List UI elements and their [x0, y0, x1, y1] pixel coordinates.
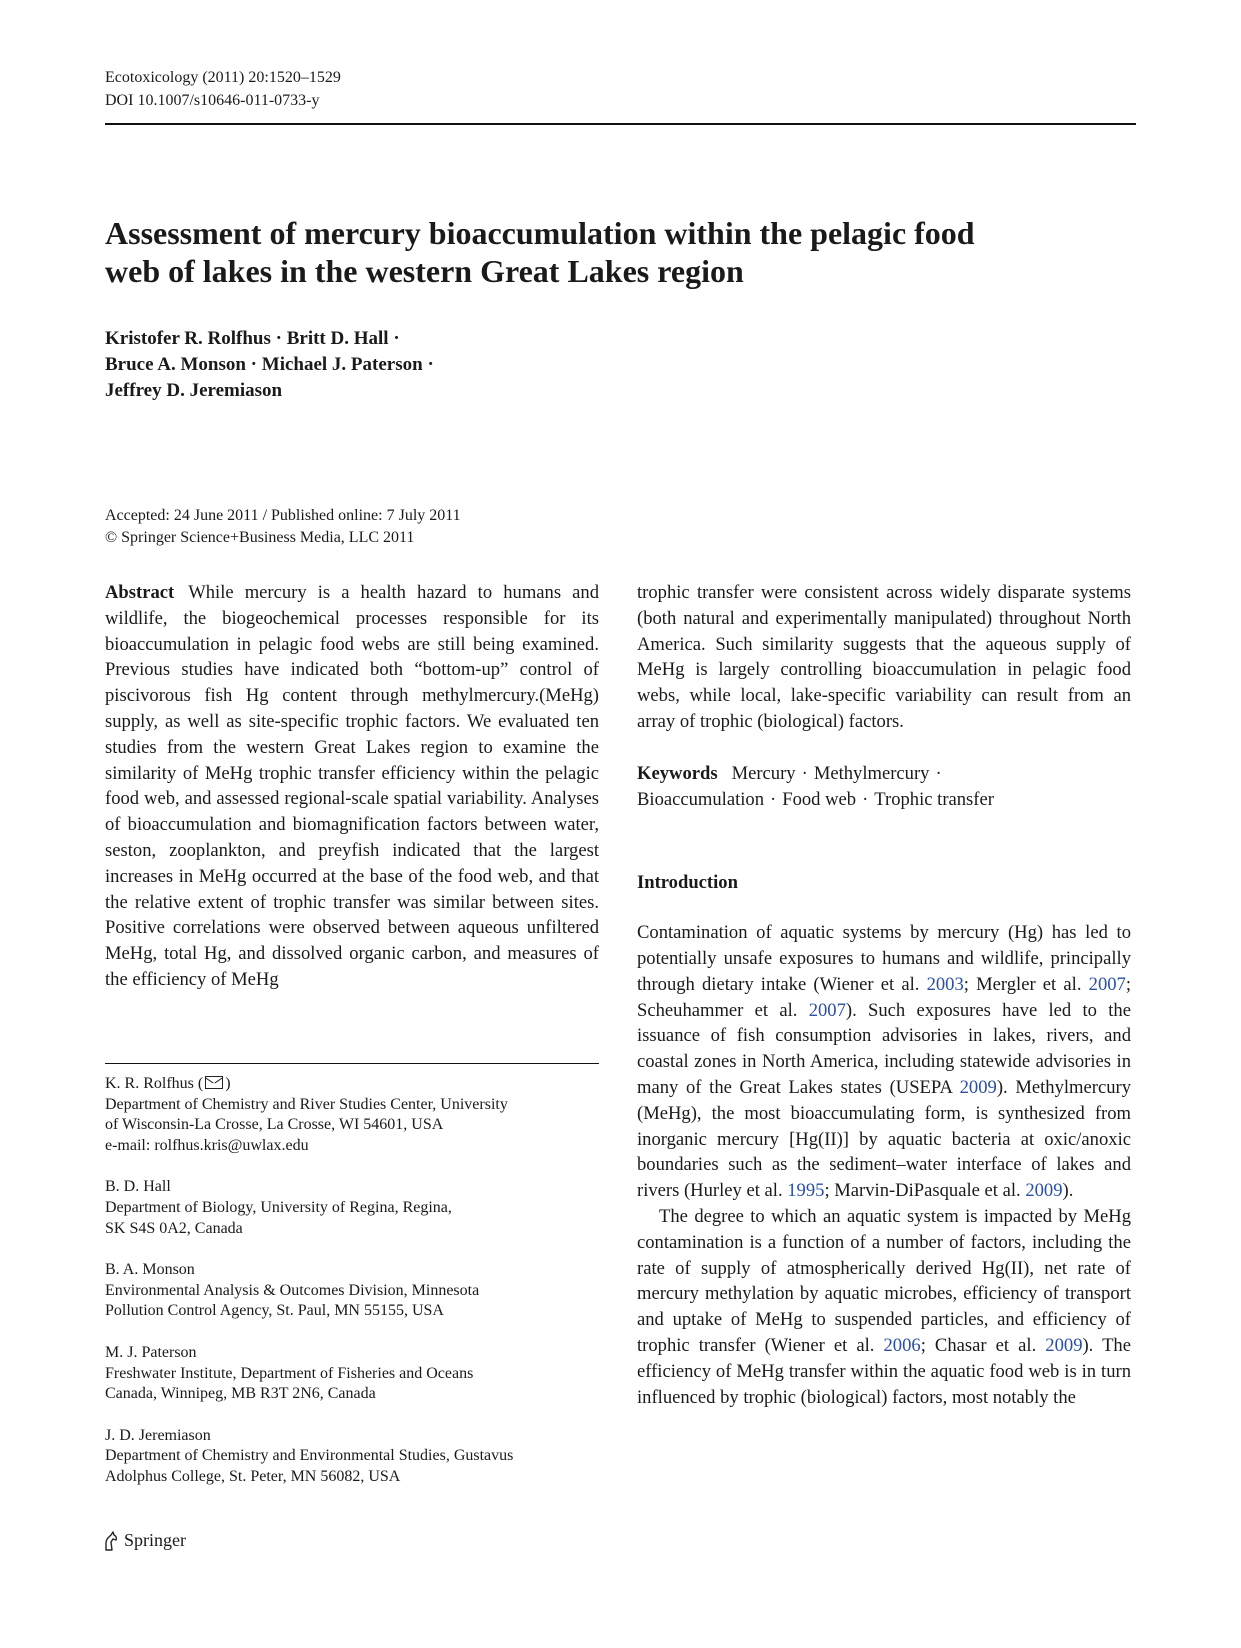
citation-link[interactable]: 2009	[1025, 1180, 1063, 1202]
affiliation-name: M. J. Paterson	[105, 1343, 197, 1361]
abstract-paragraph	[105, 580, 599, 993]
text-run: ).	[1062, 1180, 1074, 1202]
title-line-1: Assessment of mercury bioaccumulation within the pelagic food	[105, 215, 975, 251]
affiliation-line: Pollution Control Agency, St. Paul, MN 55155, USA	[105, 1302, 444, 1320]
text-run: Contamination of aquatic systems by mercury (Hg) has led to potentially unsafe exposures to humans and wildlife, principally through dietary intake (Wiener et al.	[637, 922, 1131, 995]
title-line-2: web of lakes in the western Great Lakes region	[105, 253, 744, 289]
citation-link[interactable]: 1995	[787, 1180, 825, 1202]
header-rule	[105, 123, 1136, 125]
keyword-item: Food web	[782, 788, 857, 810]
affiliation-block	[105, 1260, 599, 1322]
copyright-line: © Springer Science+Business Media, LLC 2011	[105, 529, 415, 546]
citation-link[interactable]: 2009	[1045, 1334, 1083, 1356]
keywords-label: Keywords	[637, 762, 718, 784]
springer-horse-icon	[102, 1531, 120, 1551]
introduction-paragraph-2	[637, 1204, 1131, 1410]
accepted-published: Accepted: 24 June 2011 / Published online: 7 July 2011	[105, 507, 461, 524]
keywords-block: Keywords Mercury · Methylmercury · Bioaccumulation · Food web · Trophic transfer	[637, 762, 994, 810]
affiliation-line: Canada, Winnipeg, MB R3T 2N6, Canada	[105, 1385, 376, 1403]
affiliations	[105, 1074, 599, 1509]
keyword-item: Trophic transfer	[874, 788, 994, 810]
text-run: ; Mergler et al.	[963, 973, 1089, 995]
journal-header	[105, 66, 341, 112]
author-list	[105, 326, 434, 404]
affiliation-name: K. R. Rolfhus	[105, 1075, 194, 1092]
citation-link[interactable]: 2009	[959, 1076, 997, 1098]
text-run: The degree to which an aquatic system is impacted by MeHg contamination is a function of a number of factors, including the rate of supply of atmospherically derived Hg(II), net rate of mercury methylation by aquatic microbes, efficiency of transport and uptake of MeHg to suspended particles, and efficiency of trophic transfer (Wiener et al.	[637, 1205, 1131, 1356]
affiliation-block	[105, 1426, 599, 1488]
citation-link[interactable]: 2007	[808, 999, 846, 1021]
affiliation-name: B. A. Monson	[105, 1261, 195, 1279]
affiliation-line: Freshwater Institute, Department of Fisheries and Oceans	[105, 1364, 474, 1382]
authors-line-1: Kristofer R. Rolfhus · Britt D. Hall ·	[105, 328, 400, 349]
text-run: ; Marvin-DiPasquale et al.	[824, 1180, 1026, 1202]
journal-citation: Ecotoxicology (2011) 20:1520–1529	[105, 69, 341, 86]
affiliation-block	[105, 1177, 599, 1239]
introduction-paragraph-1	[637, 920, 1131, 1204]
left-column	[105, 580, 599, 993]
abstract-text-part-2: trophic transfer were consistent across widely disparate systems (both natural and experimentally manipulated) throughout North America. Such similarity suggests that the aqueous supply of MeHg is largely controlling bioaccumulation in pelagic food webs, while local, lake-specific variability can result from an array of trophic (biological) factors.	[637, 582, 1131, 732]
affiliation-name: B. D. Hall	[105, 1178, 171, 1196]
publication-dates	[105, 505, 461, 549]
affiliation-line: SK S4S 0A2, Canada	[105, 1219, 243, 1237]
text-run: ; Chasar et al.	[920, 1334, 1046, 1356]
author-email[interactable]: e-mail: rolfhus.kris@uwlax.edu	[105, 1136, 309, 1154]
doi-line: DOI 10.1007/s10646-011-0733-y	[105, 92, 320, 109]
text-run: ). The efficiency of MeHg transfer within the aquatic food web is in turn influenced by trophic (biological) factors, most notably the	[637, 1334, 1131, 1408]
affiliation-line: of Wisconsin-La Crosse, La Crosse, WI 54601, USA	[105, 1116, 444, 1134]
affiliation-name: J. D. Jeremiason	[105, 1426, 211, 1444]
introduction-heading: Introduction	[637, 872, 738, 894]
authors-line-3: Jeffrey D. Jeremiason	[105, 380, 283, 401]
citation-link[interactable]: 2006	[883, 1334, 921, 1356]
affiliation-block: K. R. Rolfhus ( ) Department of Chemistry and River Studies Center, University of Wisconsin-La Crosse, La Crosse, WI 54601, USA e-mail: rolfhus.kris@uwlax.edu	[105, 1074, 599, 1156]
citation-link[interactable]: 2003	[926, 973, 964, 995]
text-run: ). Methylmercury (MeHg), the most bioaccumulating form, is synthesized from inorganic mercury [Hg(II)] by aquatic bacteria at oxic/anoxic boundaries such as the sediment–water interface of lakes and rivers (Hurley et al.	[637, 1076, 1131, 1202]
right-column	[637, 580, 1131, 1410]
publisher-footer	[102, 1530, 186, 1551]
affiliation-line: Department of Chemistry and Environmental Studies, Gustavus	[105, 1447, 514, 1465]
text-run: ; Scheuhammer et al.	[637, 973, 1131, 1021]
footnote-rule	[105, 1063, 599, 1064]
authors-line-2: Bruce A. Monson · Michael J. Paterson ·	[105, 354, 434, 375]
affiliation-line: Department of Chemistry and River Studies Center, University	[105, 1095, 508, 1113]
citation-link[interactable]: 2007	[1088, 973, 1126, 995]
keyword-item: Methylmercury	[813, 762, 930, 784]
text-run: ). Such exposures have led to the issuance of fish consumption advisories in lakes, rivers, and coastal zones in North America, including statewide advisories in many of the Great Lakes states (USEPA	[637, 999, 1131, 1098]
publisher-name: Springer	[124, 1530, 186, 1550]
article-title	[105, 214, 1065, 290]
envelope-icon[interactable]	[205, 1076, 223, 1089]
affiliation-line: Adolphus College, St. Peter, MN 56082, USA	[105, 1467, 401, 1485]
keyword-item: Mercury	[731, 762, 796, 784]
abstract-text-part-1: While mercury is a health hazard to humans and wildlife, the biogeochemical processes responsible for its bioaccumulation in pelagic food webs are still being examined. Previous studies have indicated both “bottom-up” control of piscivorous fish Hg content through methylmercury.(MeHg) supply, as well as site-specific trophic factors. We evaluated ten studies from the western Great Lakes region to examine the similarity of MeHg trophic transfer efficiency within the pelagic food web, and assessed regional-scale spatial variability. Analyses of bioaccumulation and biomagnification factors between water, seston, zooplankton, and preyfish indicated that the largest increases in MeHg occurred at the base of the food web, and that the relative extent of trophic transfer was similar between sites. Positive correlations were observed between aqueous unfiltered MeHg, total Hg, and dissolved organic carbon, and measures of the efficiency of MeHg	[105, 582, 599, 990]
affiliation-line: Environmental Analysis & Outcomes Division, Minnesota	[105, 1281, 480, 1299]
affiliation-block	[105, 1343, 599, 1405]
keyword-item: Bioaccumulation	[637, 788, 765, 810]
affiliation-line: Department of Biology, University of Regina, Regina,	[105, 1198, 452, 1216]
abstract-label: Abstract	[105, 582, 175, 603]
